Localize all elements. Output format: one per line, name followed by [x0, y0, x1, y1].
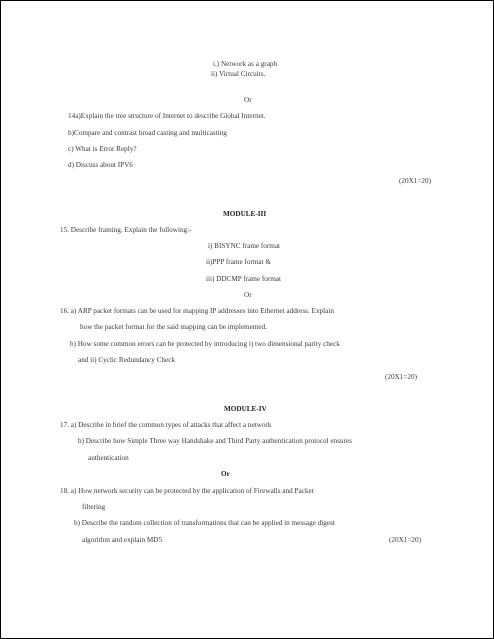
question-16a: 16. a) ARP packet formats can be used for mapping IP addresses into Ethernet address. Explain: [60, 307, 334, 315]
question-14d: d) Discuss about IPV6: [68, 161, 133, 169]
question-15-ii: ii)PPP frame format &: [206, 258, 272, 266]
question-15-iii: iii) DDCMP frame format: [206, 275, 281, 283]
marks-label: (20X1=20): [389, 536, 421, 544]
question-14a: 14a)Explain the tree structure of Internet to describe Global Internet.: [68, 112, 266, 120]
question-14c: c) What is Error Reply?: [68, 145, 137, 153]
list-item-virtual-circuits: ii) Virtual Circuits.: [211, 70, 266, 78]
question-18a: 18. a) How network security can be protected by the application of Firewalls and Packet: [60, 487, 314, 495]
list-item-network-graph: i.) Network as a graph: [213, 60, 278, 68]
question-17b-cont: authentication: [88, 454, 129, 462]
marks-label: (20X1=20): [385, 373, 417, 381]
question-18b-cont: algorithm and explain MD5: [82, 536, 163, 544]
question-14b: b)Compare and contrast broad casting and multicasting: [68, 129, 227, 137]
module-heading: MODULE-III: [223, 210, 267, 218]
marks-label: (20X1=20): [399, 177, 431, 185]
question-18a-cont: filtering: [82, 503, 106, 511]
question-17a: 17. a) Describe in brief the common types of attacks that affect a network: [60, 421, 272, 429]
or-separator: Or: [221, 470, 230, 478]
question-16b: b) How some common errors can be protected by introducing i) two dimensional parity check: [70, 340, 340, 348]
question-18b: b) Describe the random collection of transformations that can be applied in message digest: [74, 519, 335, 527]
question-17b: b) Describe how Simple Three way Handshake and Third Party authentication protocol ensures: [78, 437, 352, 445]
or-separator: Or: [244, 96, 252, 104]
question-15-i: i) BISYNC frame format: [208, 242, 281, 250]
question-15: 15. Describe framing. Explain the following:-: [60, 226, 192, 234]
or-separator: Or: [244, 291, 252, 299]
question-16a-cont: how the packet format for the said mapping can be implemented.: [80, 323, 268, 331]
question-16b-cont: and ii) Cyclic Redundancy Check: [78, 356, 176, 364]
module-heading: MODULE-IV: [224, 405, 267, 413]
